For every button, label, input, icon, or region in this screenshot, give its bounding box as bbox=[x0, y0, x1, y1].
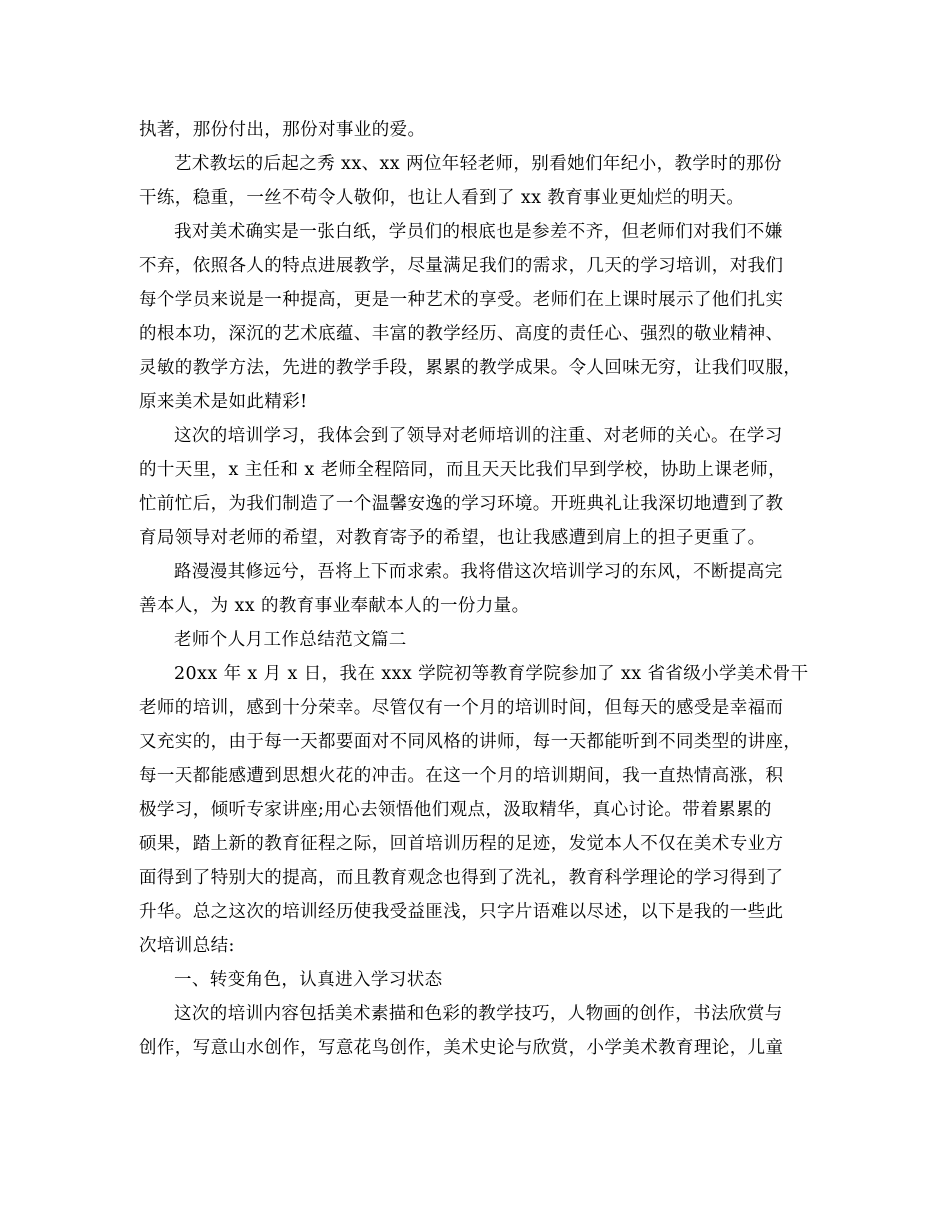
text-line: 育局领导对老师的希望，对教育寄予的希望，也让我感遭到肩上的担子更重了。 bbox=[139, 528, 766, 548]
text-line: 执著，那份付出，那份对事业的爱。 bbox=[139, 120, 426, 140]
text-line: 路漫漫其修远兮，吾将上下而求索。我将借这次培训学习的东风，不断提高完 bbox=[174, 562, 783, 582]
text-line: 原来美术是如此精彩! bbox=[139, 392, 308, 412]
text-line: 善本人，为 xx 的教育事业奉献本人的一份力量。 bbox=[139, 596, 530, 616]
document-body bbox=[139, 113, 815, 1065]
text-line: 面得到了特别大的提高，而且教育观念也得到了洗礼，教育科学理论的学习得到了 bbox=[139, 868, 784, 888]
text-line: 创作，写意山水创作，写意花鸟创作，美术史论与欣赏，小学美术教育理论，儿童 bbox=[139, 1038, 784, 1058]
text-line: 的根本功，深沉的艺术底蕴、丰富的教学经历、高度的责任心、强烈的敬业精神、 bbox=[139, 324, 784, 344]
text-line: 灵敏的教学方法，先进的教学手段，累累的教学成果。令人回味无穷，让我们叹服， bbox=[139, 358, 802, 378]
text-line: 老师的培训，感到十分荣幸。尽管仅有一个月的培训时间，但每天的感受是幸福而 bbox=[139, 698, 784, 718]
text-line: 不弃，依照各人的特点进展教学，尽量满足我们的需求，几天的学习培训，对我们 bbox=[139, 256, 784, 276]
text-line: 这次的培训学习，我体会到了领导对老师培训的注重、对老师的关心。在学习 bbox=[174, 426, 783, 446]
text-line: 这次的培训内容包括美术素描和色彩的教学技巧，人物画的创作，书法欣赏与 bbox=[174, 1004, 783, 1024]
text-line: 干练，稳重，一丝不苟令人敬仰，也让人看到了 xx 教育事业更灿烂的明天。 bbox=[139, 188, 745, 208]
text-line: 次培训总结: bbox=[139, 936, 235, 956]
text-line: 又充实的，由于每一天都要面对不同风格的讲师，每一天都能听到不同类型的讲座， bbox=[139, 732, 802, 752]
text-line: 每一天都能感遭到思想火花的冲击。在这一个月的培训期间，我一直热情高涨，积 bbox=[139, 766, 784, 786]
text-line: 我对美术确实是一张白纸，学员们的根底也是参差不齐，但老师们对我们不嫌 bbox=[174, 222, 783, 242]
text-line: 忙前忙后，为我们制造了一个温馨安逸的学习环境。开班典礼让我深切地遭到了教 bbox=[139, 494, 784, 514]
text-line: 艺术教坛的后起之秀 xx、xx 两位年轻老师，别看她们年纪小，教学时的那份 bbox=[174, 154, 782, 174]
text-line: 硕果，踏上新的教育征程之际，回首培训历程的足迹，发觉本人不仅在美术专业方 bbox=[139, 834, 784, 854]
text-line: 每个学员来说是一种提高，更是一种艺术的享受。老师们在上课时展示了他们扎实 bbox=[139, 290, 784, 310]
text-line: 的十天里，x 主任和 x 老师全程陪同，而且天天比我们早到学校，协助上课老师， bbox=[139, 460, 787, 480]
text-line: 极学习，倾听专家讲座;用心去领悟他们观点，汲取精华，真心讨论。带着累累的 bbox=[139, 800, 772, 820]
text-line: 20xx 年 x 月 x 日，我在 xxx 学院初等教育学院参加了 xx 省省级小学美术骨干 bbox=[174, 664, 809, 684]
text-line: 升华。总之这次的培训经历使我受益匪浅，只字片语难以尽述，以下是我的一些此 bbox=[139, 902, 784, 922]
text-line: 老师个人月工作总结范文篇二 bbox=[174, 630, 407, 650]
text-line: 一、转变角色，认真进入学习状态 bbox=[174, 970, 443, 990]
